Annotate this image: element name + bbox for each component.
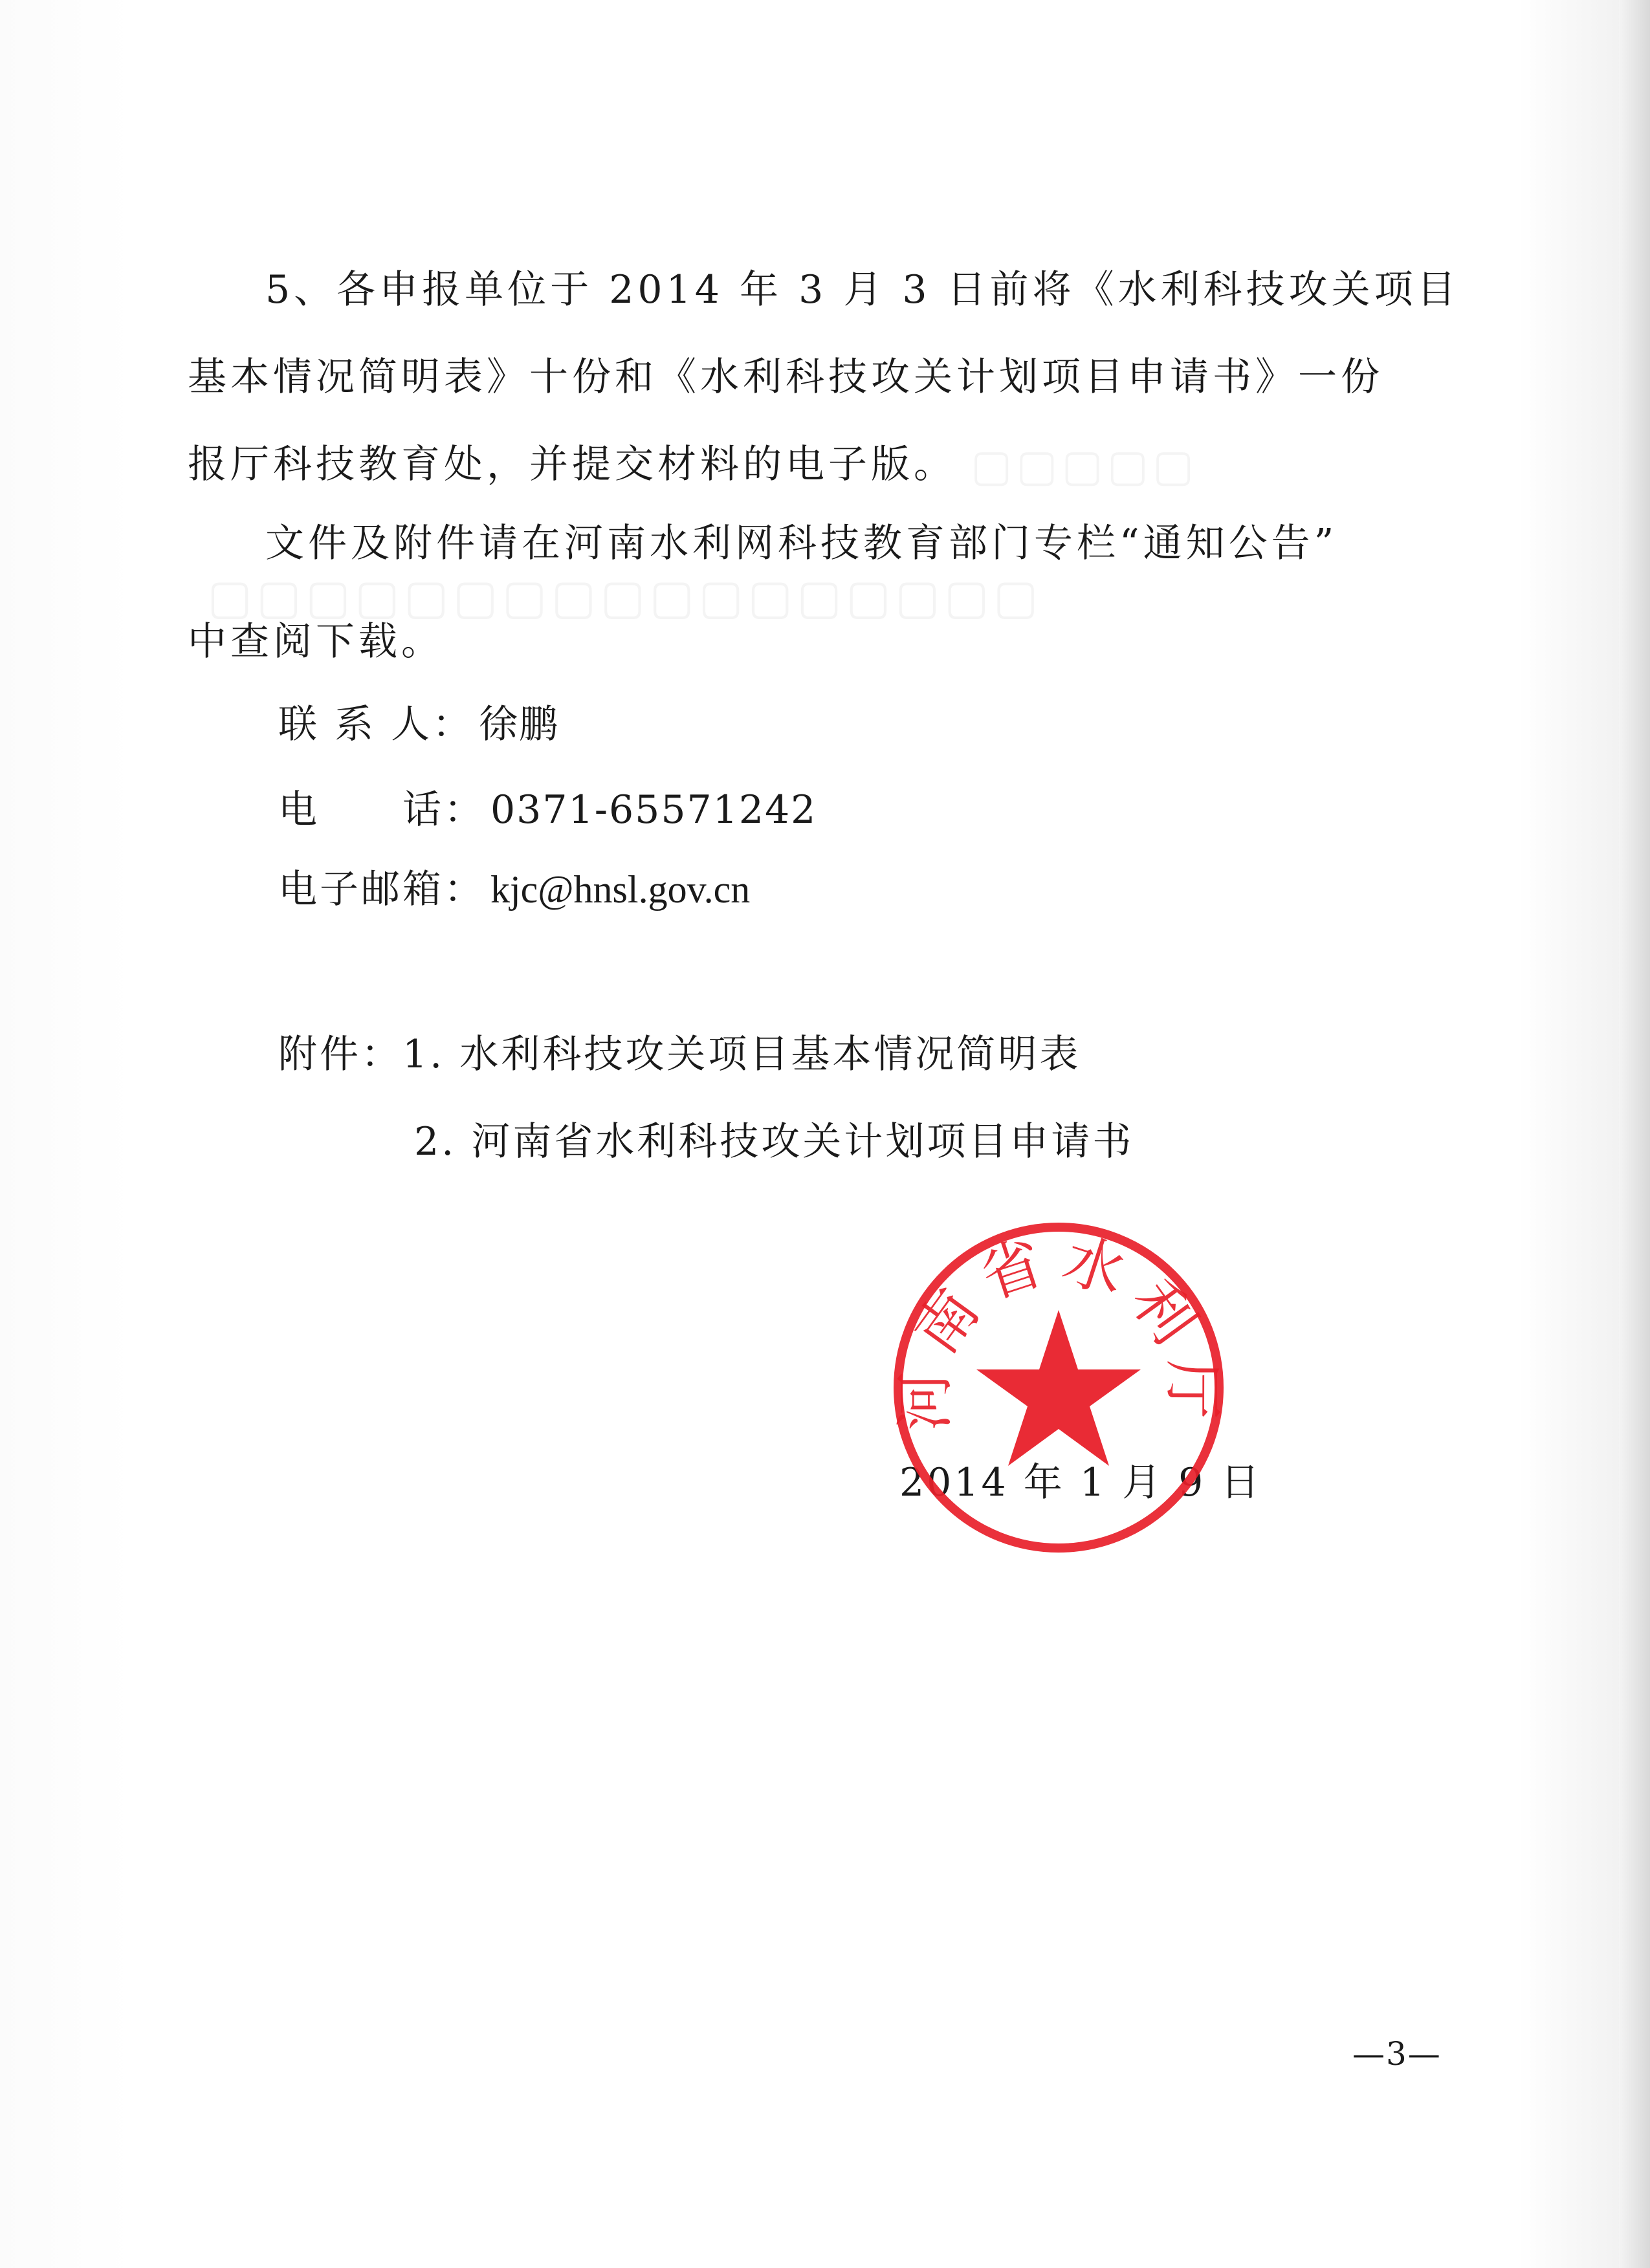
show-through-ghost: ▢▢▢▢▢▢▢▢▢▢▢▢▢▢▢▢▢ [207, 569, 1042, 625]
contact-person [278, 702, 560, 747]
contact-phone [278, 787, 817, 833]
contact-email-label: 电子邮箱： [278, 867, 485, 912]
seal-text: 河南省水利厅 [890, 1224, 1227, 1432]
page-number: —3— [1352, 2035, 1442, 2073]
show-through-ghost: ▢▢▢▢▢ [971, 440, 1198, 492]
contact-email-value: kjc@hnsl.gov.cn [490, 868, 751, 911]
official-seal [890, 1219, 1227, 1556]
attachments-label: 附件： [278, 1032, 402, 1077]
attachment-item-1 [278, 1032, 1081, 1077]
item5-line-3: 报厅科技教育处，并提交材料的电子版。 [188, 442, 956, 487]
page-edge-shadow [1619, 0, 1650, 2268]
contact-phone-label: 电 话： [278, 787, 485, 833]
issue-date: 2014 年 1 月 9 日 [899, 1460, 1262, 1505]
seal-star-icon [976, 1310, 1141, 1466]
contact-person-label: 联 系 人： [278, 702, 474, 747]
item5-line-2: 基本情况简明表》十份和《水利科技攻关计划项目申请书》一份 [188, 354, 1383, 400]
attachment-item-1-text: 1. 水利科技攻关项目基本情况简明表 [402, 1032, 1081, 1077]
attachment-item-2: 2. 河南省水利科技攻关计划项目申请书 [414, 1119, 1134, 1164]
contact-person-value: 徐鹏 [479, 702, 560, 747]
contact-email [278, 867, 751, 912]
download-line-1: 文件及附件请在河南水利网科技教育部门专栏“通知公告” [265, 521, 1338, 566]
download-line-2: 中查阅下载。 [188, 619, 444, 664]
item5-line-1: 5、各申报单位于 2014 年 3 月 3 日前将《水利科技攻关项目 [265, 267, 1460, 312]
contact-phone-value: 0371-65571242 [490, 787, 817, 833]
